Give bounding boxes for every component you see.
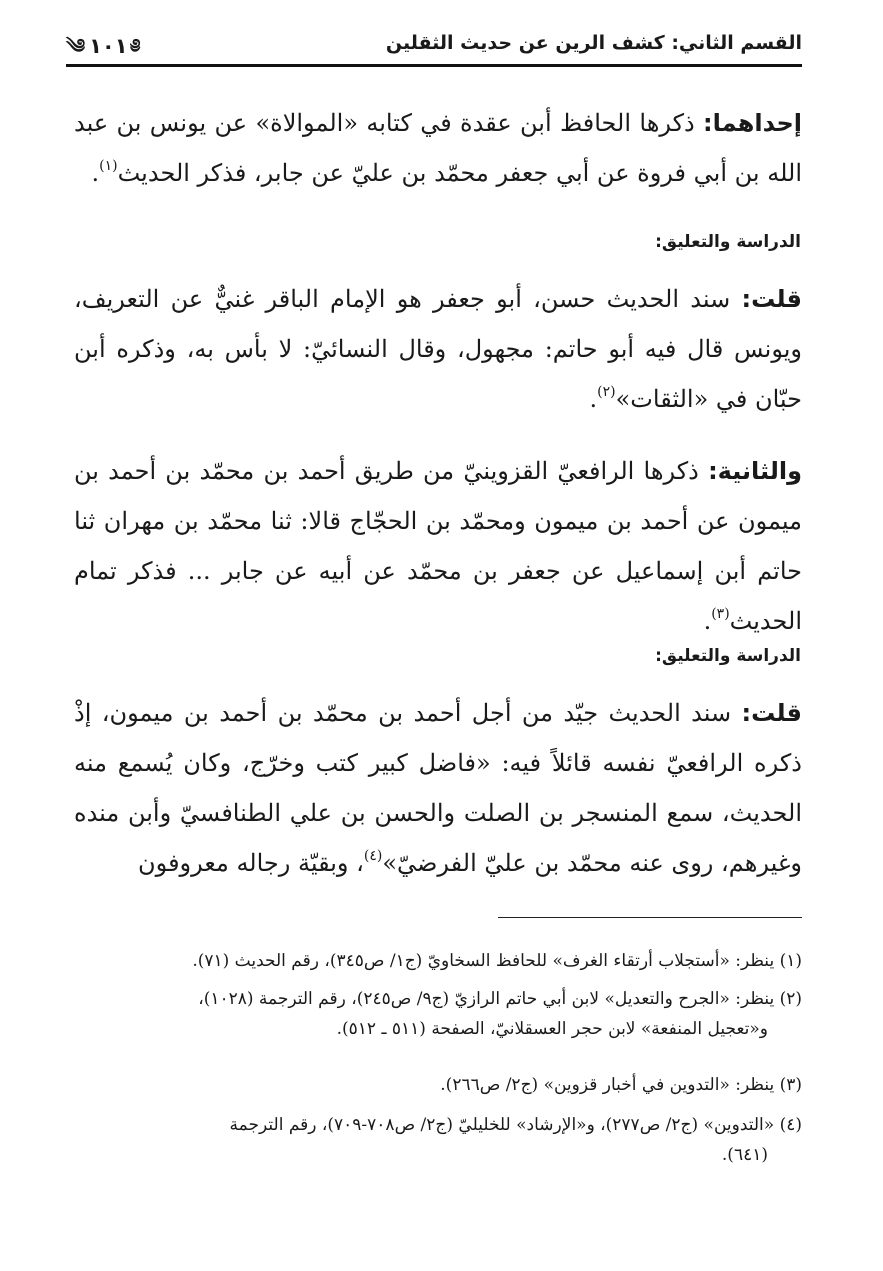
- footnote-text: (٤) «التدوين» (ج٢/ ص٢٧٧)، و«الإرشاد» للخليليّ (ج٢/ ص٧٠٨-٧٠٩)، رقم الترجمة: [229, 1115, 802, 1135]
- paragraph-tail: .: [589, 385, 598, 413]
- footnote-1: [78, 946, 802, 976]
- footnote-continuation: (٦٤١).: [721, 1145, 768, 1165]
- section-heading: الدراسة والتعليق:: [655, 232, 801, 252]
- footnote-ref[interactable]: (٣): [711, 606, 730, 622]
- page-number: [66, 30, 140, 62]
- header-divider: [66, 64, 802, 67]
- page-header: [66, 28, 802, 72]
- paragraph-text: ذكرها الحافظ أبن عقدة في كتابه «الموالاة» عن يونس بن عبد الله بن أبي فروة عن أبي جعفر محمّد بن عليّ عن جابر، فذكر الحديث: [74, 109, 802, 187]
- footnote-text: (٣) ينظر: «التدوين في أخبار قزوين» (ج٢/ ص٢٦٦).: [440, 1075, 802, 1095]
- footnote-text: (٢) ينظر: «الجرح والتعديل» لابن أبي حاتم الرازيّ (ج٩/ ص٢٤٥)، رقم الترجمة (١٠٢٨)،: [198, 989, 802, 1009]
- paragraph-text: ذكرها الرافعيّ القزوينيّ من طريق أحمد بن محمّد بن أحمد بن ميمون عن أحمد بن ميمون ومحمّد بن الحجّاج قالا: ثنا محمّد بن مهران ثنا حاتم أبن إسماعيل عن جعفر بن محمّد عن أبيه عن جابر ... فذكر تمام الحديث: [74, 457, 803, 635]
- paragraph-second-narration: [74, 446, 802, 650]
- footnote-4: [78, 1110, 802, 1170]
- paragraph-lead: إحداهما:: [703, 109, 802, 137]
- paragraph-tail: .: [91, 159, 100, 187]
- section-heading: الدراسة والتعليق:: [655, 646, 801, 666]
- running-title: القسم الثاني: كشف الرين عن حديث الثقلين: [385, 32, 802, 54]
- footnote-2: [78, 984, 802, 1044]
- paragraph-text: سند الحديث حسن، أبو جعفر هو الإمام الباقر غنيٌّ عن التعريف، ويونس قال فيه أبو حاتم: مجهول، وقال النسائيّ: لا بأس به، وذكره أبن حبّان في «الثقات»: [74, 285, 802, 413]
- paragraph-lead: قلت:: [741, 285, 802, 313]
- footnote-text: (١) ينظر: «أستجلاب أرتقاء الغرف» للحافظ السخاويّ (ج١/ ص٣٤٥)، رقم الحديث (٧١).: [192, 951, 802, 971]
- paragraph-study-two: [74, 688, 802, 892]
- footnote-ref[interactable]: (١): [99, 158, 118, 174]
- footnote-continuation: و«تعجيل المنفعة» لابن حجر العسقلانيّ، الصفحة (٥١١ ـ ٥١٢).: [336, 1019, 768, 1039]
- paragraph-lead: قلت:: [741, 699, 802, 727]
- footnote-divider: [498, 917, 802, 918]
- paragraph-tail: .: [703, 607, 712, 635]
- footnote-ref[interactable]: (٤): [363, 848, 383, 864]
- footnote-ref[interactable]: (٢): [597, 384, 616, 400]
- ornament-right-icon: ༅: [131, 34, 141, 58]
- paragraph-first-narration: [74, 98, 802, 202]
- ornament-left-icon: ༄: [66, 34, 86, 58]
- paragraph-study-one: [74, 274, 802, 428]
- footnote-3: [78, 1070, 802, 1100]
- paragraph-text: سند الحديث جيّد من أجل أحمد بن محمّد بن أحمد بن ميمون، إذْ ذكره الرافعيّ نفسه قائلاً فيه: «فاضل كبير كتب وخرّج، وكان يُسمع منه الحديث، سمع المنسجر بن الصلت والحسن بن علي الطنافسيّ وأبن منده وغيرهم، روى عنه محمّد بن عليّ الفرضيّ»: [74, 699, 802, 877]
- paragraph-tail: ، وبقيّة رجاله معروفون: [138, 849, 364, 877]
- paragraph-lead: والثانية:: [708, 457, 802, 485]
- page-number-value: ١٠١: [89, 34, 128, 58]
